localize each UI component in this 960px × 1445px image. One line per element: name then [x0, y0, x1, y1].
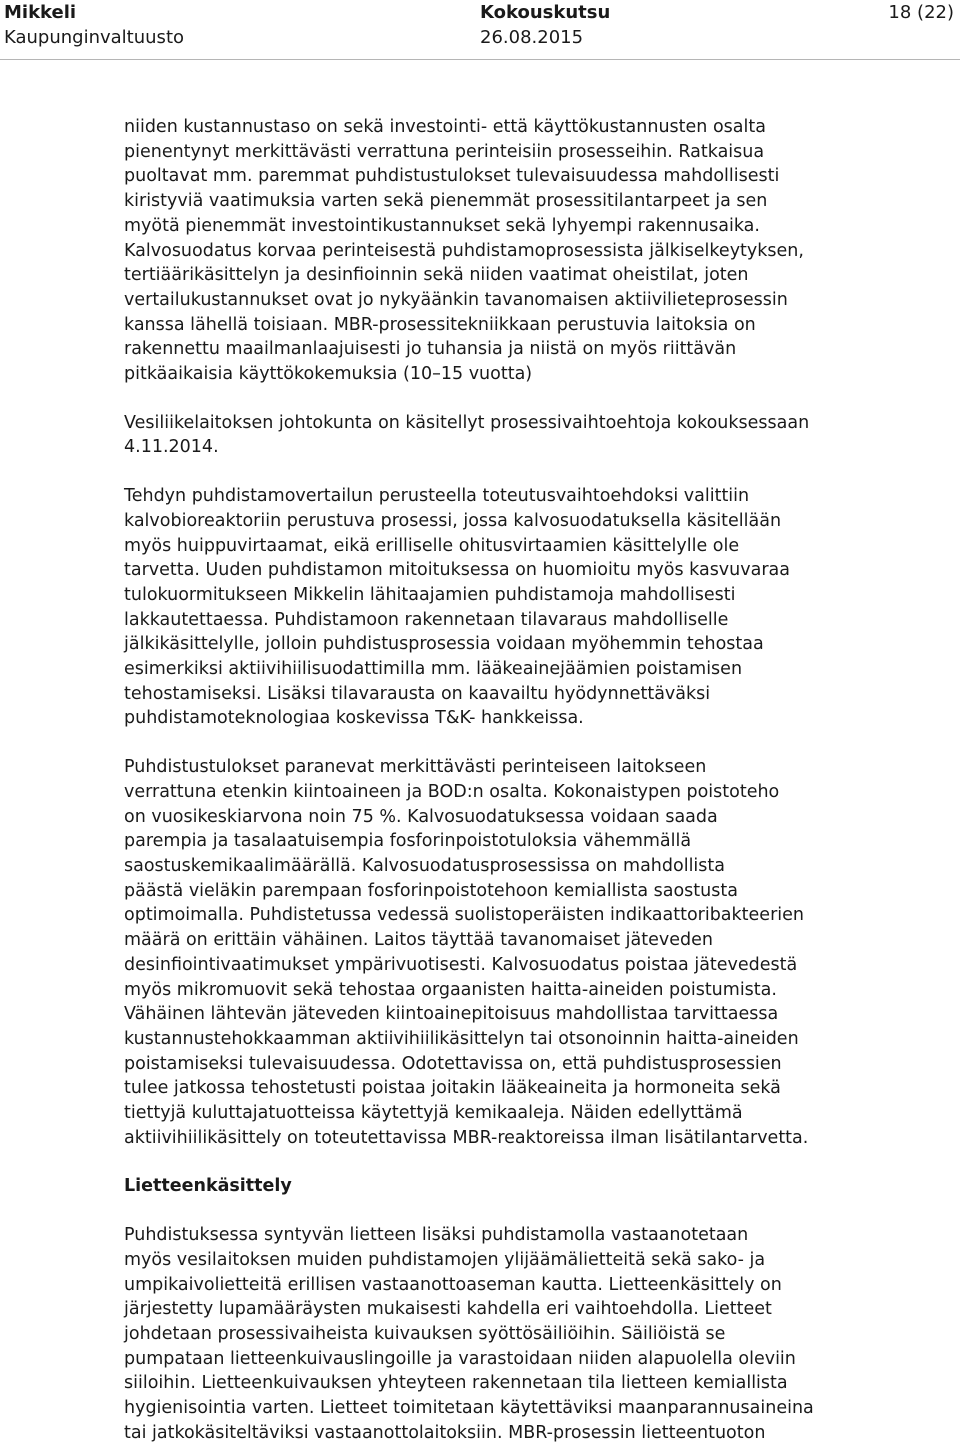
text-line: tarvetta. Uuden puhdistamon mitoituksessa on huomioitu myös kasvuvaraa — [124, 560, 790, 581]
text-line: tulokuormitukseen Mikkelin lähitaajamien puhdistamoja mahdollisesti — [124, 584, 736, 605]
text-line: tehostamiseksi. Lisäksi tilavarausta on kaavailtu hyödynnettäväksi — [124, 683, 711, 704]
text-line: esimerkiksi aktiivihiilisuodattimilla mm. lääkeainejäämien poistamisen — [124, 659, 743, 680]
text-line: määrä on erittäin vähäinen. Laitos täyttää tavanomaiset jäteveden — [124, 930, 713, 951]
section-heading: Lietteenkäsittely — [124, 1176, 292, 1197]
text-line: pumpataan lietteenkuivauslingoille ja varastoidaan niiden alapuolella oleviin — [124, 1348, 796, 1369]
text-line: verrattuna etenkin kiintoaineen ja BOD:n osalta. Kokonaistypen poistoteho — [124, 781, 780, 802]
header-divider — [0, 59, 960, 60]
text-line: myös vesilaitoksen muiden puhdistamojen ylijäämälietteitä sekä sako- ja — [124, 1249, 766, 1270]
paragraph — [124, 411, 894, 460]
paragraph — [124, 755, 894, 1150]
text-line: pienentynyt merkittävästi verrattuna perinteisiin prosesseihin. Ratkaisua — [124, 141, 765, 162]
header-org: Mikkeli — [4, 2, 77, 23]
text-line: on vuosikeskiarvona noin 75 %. Kalvosuodatuksessa voidaan saada — [124, 806, 718, 827]
text-line: 4.11.2014. — [124, 437, 219, 458]
text-line: desinfiointivaatimukset ympärivuotisesti. Kalvosuodatus poistaa jätevedestä — [124, 954, 798, 975]
page-header — [0, 0, 960, 60]
text-line: päästä vieläkin parempaan fosforinpoistotehoon kemiallista saostusta — [124, 880, 738, 901]
text-line: Puhdistustulokset paranevat merkittävästi perinteiseen laitokseen — [124, 757, 707, 778]
document-body — [124, 115, 894, 1445]
text-line: kustannustehokkaamman aktiivihiilikäsittelyn tai otsonoinnin haitta-aineiden — [124, 1028, 799, 1049]
text-line: parempia ja tasalaatuisempia fosforinpoistotuloksia vähemmällä — [124, 831, 692, 852]
text-line: aktiivihiilikäsittely on toteutettavissa MBR-reaktoreissa ilman lisätilantarvetta. — [124, 1127, 809, 1148]
text-line: järjestetty lupamääräysten mukaisesti kahdella eri vaihtoehdolla. Lietteet — [124, 1299, 772, 1320]
header-body: Kaupunginvaltuusto — [4, 27, 185, 48]
header-left — [4, 0, 184, 50]
text-line: saostuskemikaalimäärällä. Kalvosuodatusprosessissa on mahdollista — [124, 855, 725, 876]
text-line: niiden kustannustaso on sekä investointi- että käyttökustannusten osalta — [124, 117, 766, 137]
text-line: myös mikromuovit sekä tehostaa orgaanisten haitta-aineiden poistumista. — [124, 979, 777, 1000]
text-line: tiettyjä kuluttajatuotteissa käytettyjä kemikaaleja. Näiden edellyttämä — [124, 1103, 743, 1124]
text-line: tertiäärikäsittelyn ja desinfioinnin sekä niiden vaatimat oheistilat, joten — [124, 265, 749, 286]
header-right — [888, 0, 954, 25]
text-line: kalvobioreaktoriin perustuva prosessi, jossa kalvosuodatuksella käsitellään — [124, 510, 782, 531]
text-line: tai jatkokäsiteltäviksi vastaanottolaitoksiin. MBR-prosessin lietteentuoton — [124, 1422, 766, 1443]
text-line: kanssa lähellä toisiaan. MBR-prosessitekniikkaan perustuvia laitoksia on — [124, 314, 756, 335]
text-line: vertailukustannukset ovat jo nykyäänkin tavanomaisen aktiivilieteprosessin — [124, 289, 788, 310]
header-center — [480, 0, 610, 50]
paragraph — [124, 484, 894, 731]
text-line: jälkikäsittelylle, jolloin puhdistusprosessia voidaan myöhemmin tehostaa — [124, 634, 764, 655]
text-line: tulee jatkossa tehostetusti poistaa joitakin lääkeaineita ja hormoneita sekä — [124, 1078, 781, 1099]
text-line: optimoimalla. Puhdistetussa vedessä suolistoperäisten indikaattoribakteerien — [124, 905, 804, 926]
text-line: lakkautettaessa. Puhdistamoon rakennetaan tilavaraus mahdolliselle — [124, 609, 729, 630]
paragraph — [124, 1223, 894, 1445]
text-line: kiristyviä vaatimuksia varten sekä pienemmät prosessitilantarpeet ja sen — [124, 191, 768, 212]
text-line: Vesiliikelaitoksen johtokunta on käsitellyt prosessivaihtoehtoja kokouksessaan — [124, 412, 810, 433]
text-line: johdetaan prosessivaiheista kuivauksen syöttösäiliöihin. Säiliöistä se — [124, 1323, 726, 1344]
text-line: poistamiseksi tulevaisuudessa. Odotettavissa on, että puhdistusprosessien — [124, 1053, 782, 1074]
header-page-number: 18 (22) — [888, 2, 954, 23]
text-line: siiloihin. Lietteenkuivauksen yhteyteen rakennetaan tila lietteen kemiallista — [124, 1373, 788, 1394]
text-line: hygienisointia varten. Lietteet toimitetaan käytettäviksi maanparannusaineina — [124, 1398, 814, 1419]
text-line: Puhdistuksessa syntyvän lietteen lisäksi puhdistamolla vastaanotetaan — [124, 1225, 749, 1246]
paragraph — [124, 115, 894, 387]
text-line: Tehdyn puhdistamovertailun perusteella toteutusvaihtoehdoksi valittiin — [124, 486, 750, 507]
text-line: Kalvosuodatus korvaa perinteisestä puhdistamoprosessista jälkiselkeytyksen, — [124, 240, 804, 261]
text-line: rakennettu maailmanlaajuisesti jo tuhansia ja niistä on myös riittävän — [124, 339, 737, 360]
text-line: myös huippuvirtaamat, eikä erilliselle ohitusvirtaamien käsittelylle ole — [124, 535, 740, 556]
text-line: Vähäinen lähtevän jäteveden kiintoainepitoisuus mahdollistaa tarvittaessa — [124, 1004, 779, 1025]
text-line: puhdistamoteknologiaa koskevissa T&K- hankkeissa. — [124, 708, 584, 729]
header-doc-type: Kokouskutsu — [480, 2, 611, 23]
text-line: puoltavat mm. paremmat puhdistustulokset tulevaisuudessa mahdollisesti — [124, 166, 780, 187]
text-line: pitkäaikaisia käyttökokemuksia (10–15 vuotta) — [124, 364, 533, 385]
text-line: umpikaivolietteitä erillisen vastaanottoaseman kautta. Lietteenkäsittely on — [124, 1274, 782, 1295]
text-line: myötä pienemmät investointikustannukset sekä lyhyempi rakennusaika. — [124, 215, 760, 236]
header-date: 26.08.2015 — [480, 27, 584, 48]
